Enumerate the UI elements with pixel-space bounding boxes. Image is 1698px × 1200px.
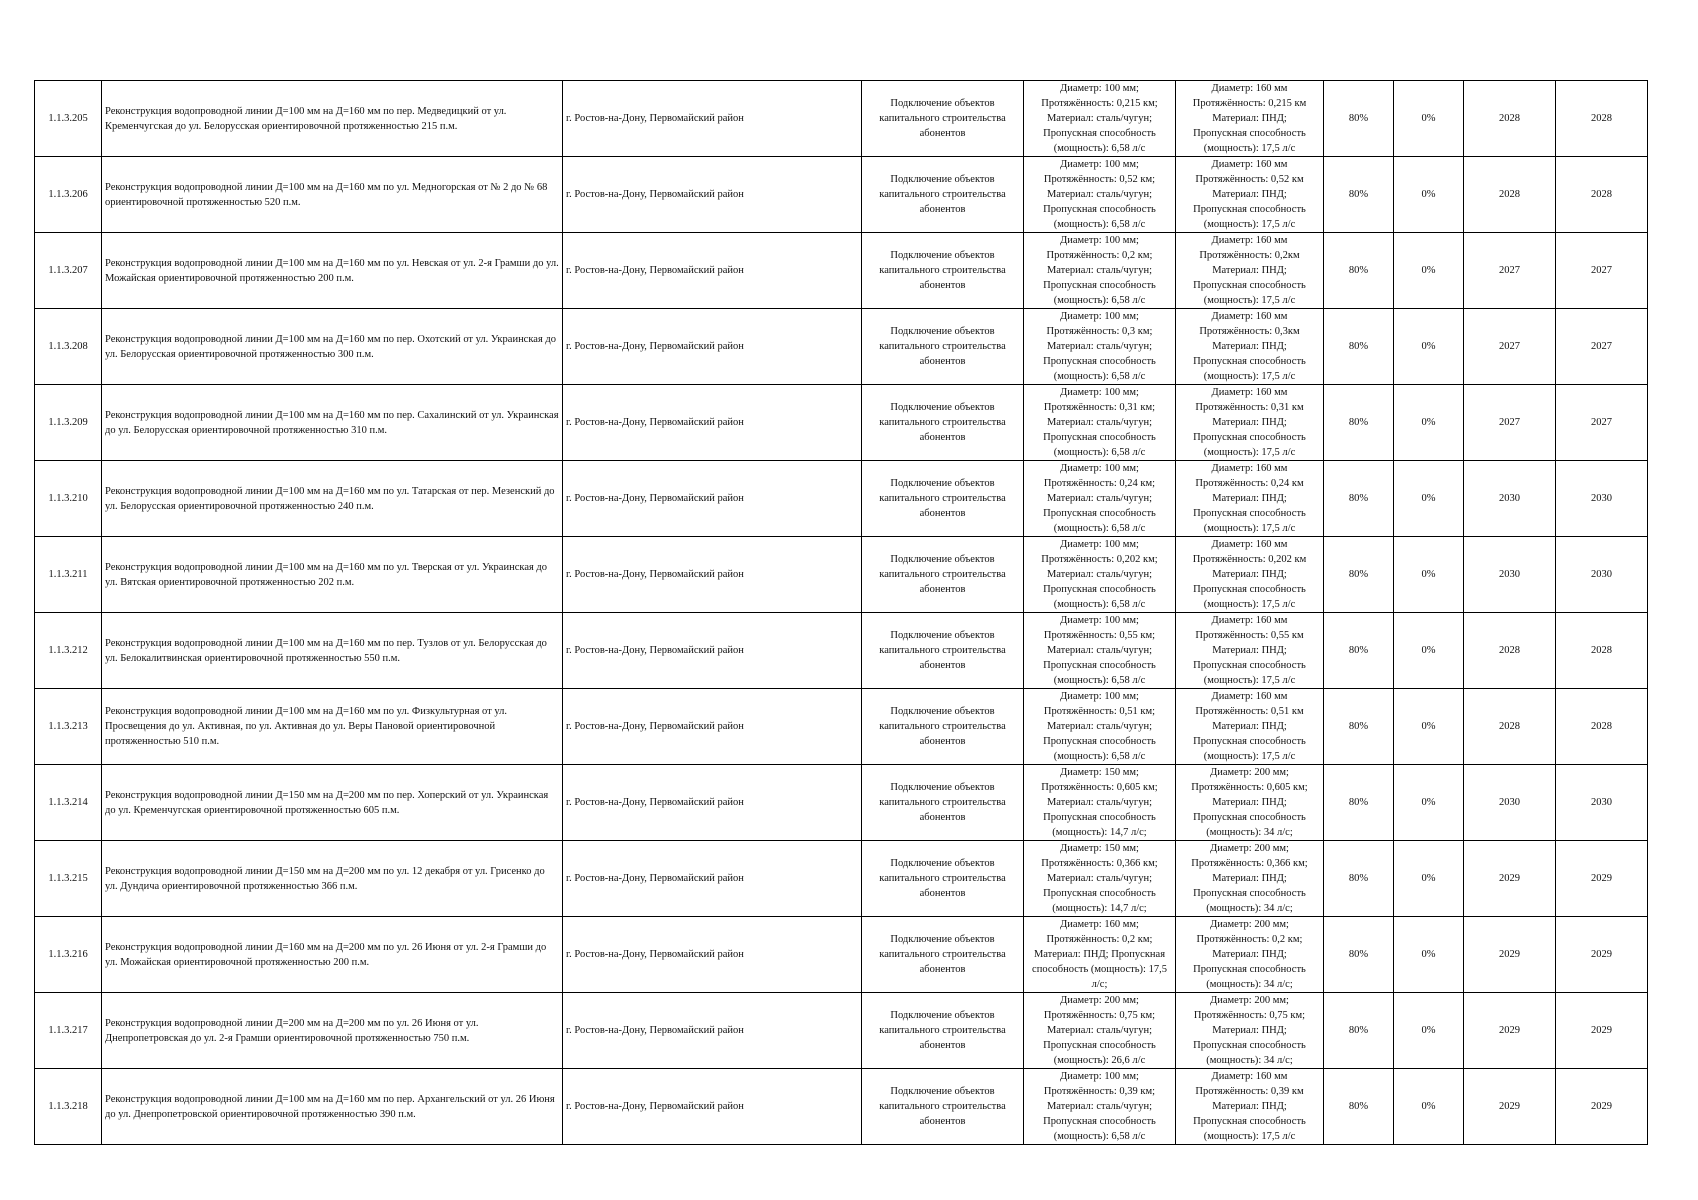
param-line-before: Пропускная способность — [1043, 888, 1156, 899]
project-name: Реконструкция водопроводной линии Д=100 мм на Д=160 мм по пер. Охотский от ул. Украинская до ул. Белорусская ориентировочной протяженностью 300 п.м. — [102, 309, 563, 385]
table-row — [35, 233, 1648, 309]
project-name: Реконструкция водопроводной линии Д=100 мм на Д=160 мм по пер. Тузлов от ул. Белорусская до ул. Белокалитвинская ориентировочной протяженностью 550 п.м. — [102, 613, 563, 689]
param-line-after: Протяжённость: 0,2 км; — [1196, 934, 1303, 945]
project-purpose: Подключение объектов капитального строительства абонентов — [862, 157, 1024, 233]
percent-second: 0% — [1394, 841, 1464, 917]
percent-second: 0% — [1394, 309, 1464, 385]
param-line-before: Материал: сталь/чугун; — [1046, 569, 1153, 580]
year-end: 2027 — [1556, 385, 1648, 461]
project-location: г. Ростов-на-Дону, Первомайский район — [563, 613, 862, 689]
param-line-after: (мощность): 17,5 л/с — [1203, 1131, 1296, 1142]
params-after — [1176, 233, 1324, 309]
param-line-after: Пропускная способность — [1193, 280, 1306, 291]
param-line-before: Материал: сталь/чугун; — [1046, 1025, 1153, 1036]
param-line-after: Материал: ПНД; — [1212, 417, 1287, 428]
param-line-after: Протяжённость: 0,75 км; — [1193, 1010, 1306, 1021]
param-line-after: Материал: ПНД; — [1212, 265, 1287, 276]
year-start: 2029 — [1464, 917, 1556, 993]
project-purpose: Подключение объектов капитального строительства абонентов — [862, 81, 1024, 157]
table-row — [35, 81, 1648, 157]
params-before — [1024, 385, 1176, 461]
param-line-before: Протяжённость: 0,2 км; — [1046, 250, 1153, 261]
param-line-after: (мощность): 34 л/с; — [1206, 827, 1293, 838]
param-line-after: Пропускная способность — [1193, 736, 1306, 747]
param-line-before: Протяжённость: 0,366 км; — [1041, 858, 1158, 869]
project-name: Реконструкция водопроводной линии Д=150 мм на Д=200 мм по пер. Хоперский от ул. Украинская до ул. Кременчугская ориентировочной протяженностью 605 п.м. — [102, 765, 563, 841]
year-end: 2028 — [1556, 613, 1648, 689]
param-line-after: (мощность): 34 л/с; — [1206, 979, 1293, 990]
param-line-before: Протяжённость: 0,2 км; — [1046, 934, 1153, 945]
table-row — [35, 385, 1648, 461]
param-line-after: Пропускная способность — [1193, 508, 1306, 519]
param-line-after: (мощность): 34 л/с; — [1206, 903, 1293, 914]
year-end: 2028 — [1556, 81, 1648, 157]
table-row — [35, 765, 1648, 841]
param-line-after: Протяжённость: 0,24 км — [1195, 478, 1304, 489]
table-row — [35, 1069, 1648, 1145]
project-purpose: Подключение объектов капитального строительства абонентов — [862, 461, 1024, 537]
year-end: 2028 — [1556, 689, 1648, 765]
param-line-before: Материал: сталь/чугун; — [1046, 113, 1153, 124]
year-start: 2028 — [1464, 81, 1556, 157]
percent-first: 80% — [1324, 309, 1394, 385]
percent-first: 80% — [1324, 993, 1394, 1069]
project-name: Реконструкция водопроводной линии Д=100 мм на Д=160 мм по ул. Медногорская от № 2 до № 68 ориентировочной протяженностью 520 п.м. — [102, 157, 563, 233]
param-line-after: (мощность): 17,5 л/с — [1203, 447, 1296, 458]
params-before — [1024, 537, 1176, 613]
param-line-before: Диаметр: 100 мм; — [1060, 387, 1139, 398]
param-line-before: Протяжённость: 0,31 км; — [1043, 402, 1156, 413]
project-name: Реконструкция водопроводной линии Д=100 мм на Д=160 мм по пер. Медведицкий от ул. Кременчугская до ул. Белорусская ориентировочной протяженностью 215 п.м. — [102, 81, 563, 157]
param-line-before: (мощность): 6,58 л/с — [1053, 1131, 1146, 1142]
param-line-after: Материал: ПНД; — [1212, 949, 1287, 960]
param-line-after: Материал: ПНД; — [1212, 341, 1287, 352]
param-line-before: л/с; — [1091, 979, 1108, 990]
project-name: Реконструкция водопроводной линии Д=200 мм на Д=200 мм по ул. 26 Июня от ул. Днепропетровская до ул. 2-я Грамши ориентировочной протяженностью 750 п.м. — [102, 993, 563, 1069]
project-name: Реконструкция водопроводной линии Д=100 мм на Д=160 мм по ул. Физкультурная от ул. Просвещения до ул. Активная, по ул. Активная до ул. Веры Пановой ориентировочной протяженностью 510 п.м. — [102, 689, 563, 765]
year-start: 2027 — [1464, 309, 1556, 385]
param-line-after: Пропускная способность — [1193, 964, 1306, 975]
param-line-before: Диаметр: 100 мм; — [1060, 463, 1139, 474]
percent-second: 0% — [1394, 81, 1464, 157]
project-name: Реконструкция водопроводной линии Д=100 мм на Д=160 мм по ул. Невская от ул. 2-я Грамши до ул. Можайская ориентировочной протяженностью 200 п.м. — [102, 233, 563, 309]
param-line-after: Протяжённость: 0,52 км — [1195, 174, 1304, 185]
param-line-after: Диаметр: 160 мм — [1211, 83, 1288, 94]
project-location: г. Ростов-на-Дону, Первомайский район — [563, 917, 862, 993]
table-row — [35, 461, 1648, 537]
percent-second: 0% — [1394, 157, 1464, 233]
param-line-after: Диаметр: 160 мм — [1211, 691, 1288, 702]
param-line-after: Протяжённость: 0,2км — [1199, 250, 1300, 261]
percent-first: 80% — [1324, 81, 1394, 157]
params-after — [1176, 689, 1324, 765]
param-line-before: Протяжённость: 0,51 км; — [1043, 706, 1156, 717]
row-number: 1.1.3.210 — [35, 461, 102, 537]
param-line-before: Пропускная способность — [1043, 204, 1156, 215]
row-number: 1.1.3.213 — [35, 689, 102, 765]
year-start: 2030 — [1464, 461, 1556, 537]
row-number: 1.1.3.207 — [35, 233, 102, 309]
params-after — [1176, 81, 1324, 157]
param-line-after: (мощность): 34 л/с; — [1206, 1055, 1293, 1066]
param-line-before: Пропускная способность — [1043, 584, 1156, 595]
params-after — [1176, 461, 1324, 537]
param-line-after: Пропускная способность — [1193, 128, 1306, 139]
param-line-after: Протяжённость: 0,605 км; — [1191, 782, 1308, 793]
params-before — [1024, 1069, 1176, 1145]
param-line-after: (мощность): 17,5 л/с — [1203, 599, 1296, 610]
year-end: 2029 — [1556, 1069, 1648, 1145]
project-location: г. Ростов-на-Дону, Первомайский район — [563, 461, 862, 537]
project-location: г. Ростов-на-Дону, Первомайский район — [563, 537, 862, 613]
table-row — [35, 613, 1648, 689]
project-name: Реконструкция водопроводной линии Д=160 мм на Д=200 мм по ул. 26 Июня от ул. 2-я Грамши до ул. Можайская ориентировочной протяженностью 200 п.м. — [102, 917, 563, 993]
project-location: г. Ростов-на-Дону, Первомайский район — [563, 157, 862, 233]
param-line-after: Протяжённость: 0,55 км — [1195, 630, 1304, 641]
percent-first: 80% — [1324, 157, 1394, 233]
param-line-after: Пропускная способность — [1193, 1040, 1306, 1051]
param-line-after: (мощность): 17,5 л/с — [1203, 751, 1296, 762]
project-location: г. Ростов-на-Дону, Первомайский район — [563, 689, 862, 765]
param-line-before: (мощность): 6,58 л/с — [1053, 523, 1146, 534]
param-line-after: Пропускная способность — [1193, 888, 1306, 899]
param-line-after: Пропускная способность — [1193, 1116, 1306, 1127]
param-line-after: Диаметр: 160 мм — [1211, 235, 1288, 246]
year-start: 2027 — [1464, 385, 1556, 461]
param-line-before: (мощность): 6,58 л/с — [1053, 295, 1146, 306]
param-line-before: Материал: сталь/чугун; — [1046, 493, 1153, 504]
row-number: 1.1.3.212 — [35, 613, 102, 689]
param-line-after: Протяжённость: 0,202 км — [1192, 554, 1307, 565]
param-line-before: Диаметр: 100 мм; — [1060, 615, 1139, 626]
param-line-after: (мощность): 17,5 л/с — [1203, 219, 1296, 230]
param-line-after: Протяжённость: 0,3км — [1199, 326, 1300, 337]
table-row — [35, 157, 1648, 233]
param-line-after: (мощность): 17,5 л/с — [1203, 675, 1296, 686]
param-line-after: Пропускная способность — [1193, 584, 1306, 595]
param-line-after: Диаметр: 200 мм; — [1210, 767, 1289, 778]
row-number: 1.1.3.217 — [35, 993, 102, 1069]
year-end: 2029 — [1556, 841, 1648, 917]
params-before — [1024, 689, 1176, 765]
param-line-after: Пропускная способность — [1193, 204, 1306, 215]
table-row — [35, 309, 1648, 385]
param-line-before: Пропускная способность — [1043, 128, 1156, 139]
percent-second: 0% — [1394, 993, 1464, 1069]
row-number: 1.1.3.206 — [35, 157, 102, 233]
project-purpose: Подключение объектов капитального строительства абонентов — [862, 233, 1024, 309]
project-purpose: Подключение объектов капитального строительства абонентов — [862, 1069, 1024, 1145]
param-line-before: (мощность): 6,58 л/с — [1053, 219, 1146, 230]
percent-second: 0% — [1394, 537, 1464, 613]
project-purpose: Подключение объектов капитального строительства абонентов — [862, 689, 1024, 765]
param-line-before: Диаметр: 100 мм; — [1060, 311, 1139, 322]
project-name: Реконструкция водопроводной линии Д=100 мм на Д=160 мм по пер. Архангельский от ул. 26 Июня до ул. Днепропетровской ориентировочной протяженностью 390 п.м. — [102, 1069, 563, 1145]
param-line-before: Протяжённость: 0,24 км; — [1043, 478, 1156, 489]
param-line-after: Диаметр: 160 мм — [1211, 615, 1288, 626]
param-line-before: Пропускная способность — [1043, 1040, 1156, 1051]
project-location: г. Ростов-на-Дону, Первомайский район — [563, 1069, 862, 1145]
project-name: Реконструкция водопроводной линии Д=100 мм на Д=160 мм по ул. Татарская от пер. Мезенский до ул. Белорусская ориентировочной протяженностью 240 п.м. — [102, 461, 563, 537]
percent-first: 80% — [1324, 537, 1394, 613]
year-end: 2030 — [1556, 765, 1648, 841]
param-line-after: Пропускная способность — [1193, 432, 1306, 443]
param-line-after: Материал: ПНД; — [1212, 873, 1287, 884]
table-row — [35, 993, 1648, 1069]
param-line-after: Диаметр: 160 мм — [1211, 539, 1288, 550]
param-line-before: Диаметр: 200 мм; — [1060, 995, 1139, 1006]
percent-second: 0% — [1394, 385, 1464, 461]
params-before — [1024, 917, 1176, 993]
param-line-before: Пропускная способность — [1043, 1116, 1156, 1127]
param-line-before: Материал: сталь/чугун; — [1046, 189, 1153, 200]
project-name: Реконструкция водопроводной линии Д=150 мм на Д=200 мм по ул. 12 декабря от ул. Грисенко до ул. Дундича ориентировочной протяженностью 366 п.м. — [102, 841, 563, 917]
param-line-after: (мощность): 17,5 л/с — [1203, 295, 1296, 306]
param-line-before: (мощность): 6,58 л/с — [1053, 143, 1146, 154]
param-line-before: (мощность): 6,58 л/с — [1053, 599, 1146, 610]
param-line-after: Пропускная способность — [1193, 356, 1306, 367]
percent-second: 0% — [1394, 613, 1464, 689]
percent-first: 80% — [1324, 613, 1394, 689]
param-line-before: способность (мощность): 17,5 — [1032, 964, 1167, 975]
project-purpose: Подключение объектов капитального строительства абонентов — [862, 385, 1024, 461]
params-before — [1024, 765, 1176, 841]
params-after — [1176, 157, 1324, 233]
params-before — [1024, 613, 1176, 689]
param-line-before: Протяжённость: 0,52 км; — [1043, 174, 1156, 185]
percent-first: 80% — [1324, 1069, 1394, 1145]
params-before — [1024, 841, 1176, 917]
params-after — [1176, 917, 1324, 993]
project-location: г. Ростов-на-Дону, Первомайский район — [563, 765, 862, 841]
row-number: 1.1.3.211 — [35, 537, 102, 613]
project-purpose: Подключение объектов капитального строительства абонентов — [862, 613, 1024, 689]
param-line-after: Диаметр: 200 мм; — [1210, 843, 1289, 854]
param-line-after: Материал: ПНД; — [1212, 645, 1287, 656]
row-number: 1.1.3.215 — [35, 841, 102, 917]
params-after — [1176, 613, 1324, 689]
project-purpose: Подключение объектов капитального строительства абонентов — [862, 993, 1024, 1069]
percent-first: 80% — [1324, 841, 1394, 917]
params-before — [1024, 309, 1176, 385]
param-line-after: Материал: ПНД; — [1212, 113, 1287, 124]
params-before — [1024, 81, 1176, 157]
year-start: 2028 — [1464, 157, 1556, 233]
param-line-before: Диаметр: 100 мм; — [1060, 1071, 1139, 1082]
param-line-before: Пропускная способность — [1043, 432, 1156, 443]
params-after — [1176, 537, 1324, 613]
param-line-before: Пропускная способность — [1043, 812, 1156, 823]
param-line-after: Пропускная способность — [1193, 660, 1306, 671]
year-end: 2030 — [1556, 461, 1648, 537]
param-line-before: Протяжённость: 0,75 км; — [1043, 1010, 1156, 1021]
param-line-after: Материал: ПНД; — [1212, 493, 1287, 504]
param-line-after: Диаметр: 160 мм — [1211, 311, 1288, 322]
param-line-before: Протяжённость: 0,605 км; — [1041, 782, 1158, 793]
param-line-after: Протяжённость: 0,39 км — [1195, 1086, 1304, 1097]
percent-first: 80% — [1324, 233, 1394, 309]
params-before — [1024, 993, 1176, 1069]
project-location: г. Ростов-на-Дону, Первомайский район — [563, 841, 862, 917]
row-number: 1.1.3.216 — [35, 917, 102, 993]
table-body — [35, 81, 1648, 1145]
param-line-before: Материал: сталь/чугун; — [1046, 417, 1153, 428]
year-start: 2028 — [1464, 613, 1556, 689]
registry-table — [34, 80, 1648, 1145]
table-row — [35, 537, 1648, 613]
param-line-after: Диаметр: 160 мм — [1211, 387, 1288, 398]
project-location: г. Ростов-на-Дону, Первомайский район — [563, 309, 862, 385]
param-line-after: Протяжённость: 0,366 км; — [1191, 858, 1308, 869]
row-number: 1.1.3.214 — [35, 765, 102, 841]
param-line-before: Протяжённость: 0,3 км; — [1046, 326, 1153, 337]
param-line-after: Пропускная способность — [1193, 812, 1306, 823]
percent-second: 0% — [1394, 233, 1464, 309]
project-location: г. Ростов-на-Дону, Первомайский район — [563, 233, 862, 309]
param-line-before: Материал: сталь/чугун; — [1046, 645, 1153, 656]
param-line-before: Материал: сталь/чугун; — [1046, 265, 1153, 276]
year-start: 2029 — [1464, 1069, 1556, 1145]
year-start: 2029 — [1464, 993, 1556, 1069]
year-end: 2028 — [1556, 157, 1648, 233]
param-line-before: Материал: ПНД; Пропускная — [1033, 949, 1166, 960]
params-after — [1176, 765, 1324, 841]
row-number: 1.1.3.208 — [35, 309, 102, 385]
year-start: 2030 — [1464, 765, 1556, 841]
param-line-after: Материал: ПНД; — [1212, 569, 1287, 580]
project-location: г. Ростов-на-Дону, Первомайский район — [563, 993, 862, 1069]
param-line-after: Диаметр: 160 мм — [1211, 463, 1288, 474]
param-line-before: Диаметр: 100 мм; — [1060, 83, 1139, 94]
params-after — [1176, 841, 1324, 917]
param-line-before: Пропускная способность — [1043, 508, 1156, 519]
year-start: 2030 — [1464, 537, 1556, 613]
year-start: 2028 — [1464, 689, 1556, 765]
param-line-after: Материал: ПНД; — [1212, 1101, 1287, 1112]
param-line-before: Материал: сталь/чугун; — [1046, 721, 1153, 732]
table-row — [35, 689, 1648, 765]
param-line-before: Диаметр: 100 мм; — [1060, 539, 1139, 550]
project-purpose: Подключение объектов капитального строительства абонентов — [862, 765, 1024, 841]
param-line-before: Диаметр: 100 мм; — [1060, 691, 1139, 702]
param-line-before: Протяжённость: 0,202 км; — [1041, 554, 1158, 565]
percent-second: 0% — [1394, 917, 1464, 993]
param-line-after: Протяжённость: 0,31 км — [1195, 402, 1304, 413]
params-before — [1024, 157, 1176, 233]
param-line-before: Материал: сталь/чугун; — [1046, 1101, 1153, 1112]
table-row — [35, 841, 1648, 917]
project-location: г. Ростов-на-Дону, Первомайский район — [563, 385, 862, 461]
param-line-before: (мощность): 6,58 л/с — [1053, 371, 1146, 382]
percent-first: 80% — [1324, 385, 1394, 461]
param-line-before: Диаметр: 100 мм; — [1060, 235, 1139, 246]
project-name: Реконструкция водопроводной линии Д=100 мм на Д=160 мм по пер. Сахалинский от ул. Украинская до ул. Белорусская ориентировочной протяженностью 310 п.м. — [102, 385, 563, 461]
year-end: 2027 — [1556, 233, 1648, 309]
percent-second: 0% — [1394, 765, 1464, 841]
percent-second: 0% — [1394, 461, 1464, 537]
params-after — [1176, 309, 1324, 385]
percent-first: 80% — [1324, 689, 1394, 765]
param-line-after: Диаметр: 160 мм — [1211, 1071, 1288, 1082]
param-line-after: Материал: ПНД; — [1212, 721, 1287, 732]
percent-first: 80% — [1324, 765, 1394, 841]
params-after — [1176, 385, 1324, 461]
param-line-before: Материал: сталь/чугун; — [1046, 873, 1153, 884]
param-line-after: Протяжённость: 0,215 км — [1192, 98, 1307, 109]
param-line-before: Материал: сталь/чугун; — [1046, 797, 1153, 808]
param-line-before: (мощность): 26,6 л/с — [1053, 1055, 1146, 1066]
param-line-after: Материал: ПНД; — [1212, 189, 1287, 200]
param-line-before: Протяжённость: 0,215 км; — [1041, 98, 1158, 109]
param-line-before: Протяжённость: 0,55 км; — [1043, 630, 1156, 641]
project-purpose: Подключение объектов капитального строительства абонентов — [862, 917, 1024, 993]
param-line-before: Диаметр: 150 мм; — [1060, 767, 1139, 778]
project-purpose: Подключение объектов капитального строительства абонентов — [862, 841, 1024, 917]
project-location: г. Ростов-на-Дону, Первомайский район — [563, 81, 862, 157]
param-line-after: (мощность): 17,5 л/с — [1203, 371, 1296, 382]
param-line-after: Протяжённость: 0,51 км — [1195, 706, 1304, 717]
params-before — [1024, 233, 1176, 309]
params-before — [1024, 461, 1176, 537]
param-line-before: Диаметр: 150 мм; — [1060, 843, 1139, 854]
year-end: 2027 — [1556, 309, 1648, 385]
project-name: Реконструкция водопроводной линии Д=100 мм на Д=160 мм по ул. Тверская от ул. Украинская до ул. Вятская ориентировочной протяженностью 202 п.м. — [102, 537, 563, 613]
param-line-before: Диаметр: 160 мм; — [1060, 919, 1139, 930]
param-line-before: Материал: сталь/чугун; — [1046, 341, 1153, 352]
param-line-before: Протяжённость: 0,39 км; — [1043, 1086, 1156, 1097]
table-row — [35, 917, 1648, 993]
param-line-after: Материал: ПНД; — [1212, 1025, 1287, 1036]
percent-second: 0% — [1394, 689, 1464, 765]
param-line-after: (мощность): 17,5 л/с — [1203, 523, 1296, 534]
percent-first: 80% — [1324, 917, 1394, 993]
row-number: 1.1.3.209 — [35, 385, 102, 461]
year-start: 2029 — [1464, 841, 1556, 917]
param-line-before: Пропускная способность — [1043, 660, 1156, 671]
percent-second: 0% — [1394, 1069, 1464, 1145]
row-number: 1.1.3.218 — [35, 1069, 102, 1145]
params-after — [1176, 1069, 1324, 1145]
param-line-before: Диаметр: 100 мм; — [1060, 159, 1139, 170]
param-line-before: (мощность): 6,58 л/с — [1053, 751, 1146, 762]
param-line-after: Диаметр: 200 мм; — [1210, 995, 1289, 1006]
project-purpose: Подключение объектов капитального строительства абонентов — [862, 309, 1024, 385]
year-end: 2029 — [1556, 993, 1648, 1069]
param-line-before: (мощность): 14,7 л/с; — [1052, 827, 1147, 838]
param-line-before: (мощность): 6,58 л/с — [1053, 675, 1146, 686]
percent-first: 80% — [1324, 461, 1394, 537]
row-number: 1.1.3.205 — [35, 81, 102, 157]
year-start: 2027 — [1464, 233, 1556, 309]
param-line-before: Пропускная способность — [1043, 356, 1156, 367]
param-line-after: Диаметр: 160 мм — [1211, 159, 1288, 170]
params-after — [1176, 993, 1324, 1069]
year-end: 2030 — [1556, 537, 1648, 613]
param-line-after: Диаметр: 200 мм; — [1210, 919, 1289, 930]
param-line-before: Пропускная способность — [1043, 736, 1156, 747]
param-line-before: Пропускная способность — [1043, 280, 1156, 291]
project-purpose: Подключение объектов капитального строительства абонентов — [862, 537, 1024, 613]
param-line-after: (мощность): 17,5 л/с — [1203, 143, 1296, 154]
year-end: 2029 — [1556, 917, 1648, 993]
param-line-before: (мощность): 6,58 л/с — [1053, 447, 1146, 458]
param-line-before: (мощность): 14,7 л/с; — [1052, 903, 1147, 914]
param-line-after: Материал: ПНД; — [1212, 797, 1287, 808]
